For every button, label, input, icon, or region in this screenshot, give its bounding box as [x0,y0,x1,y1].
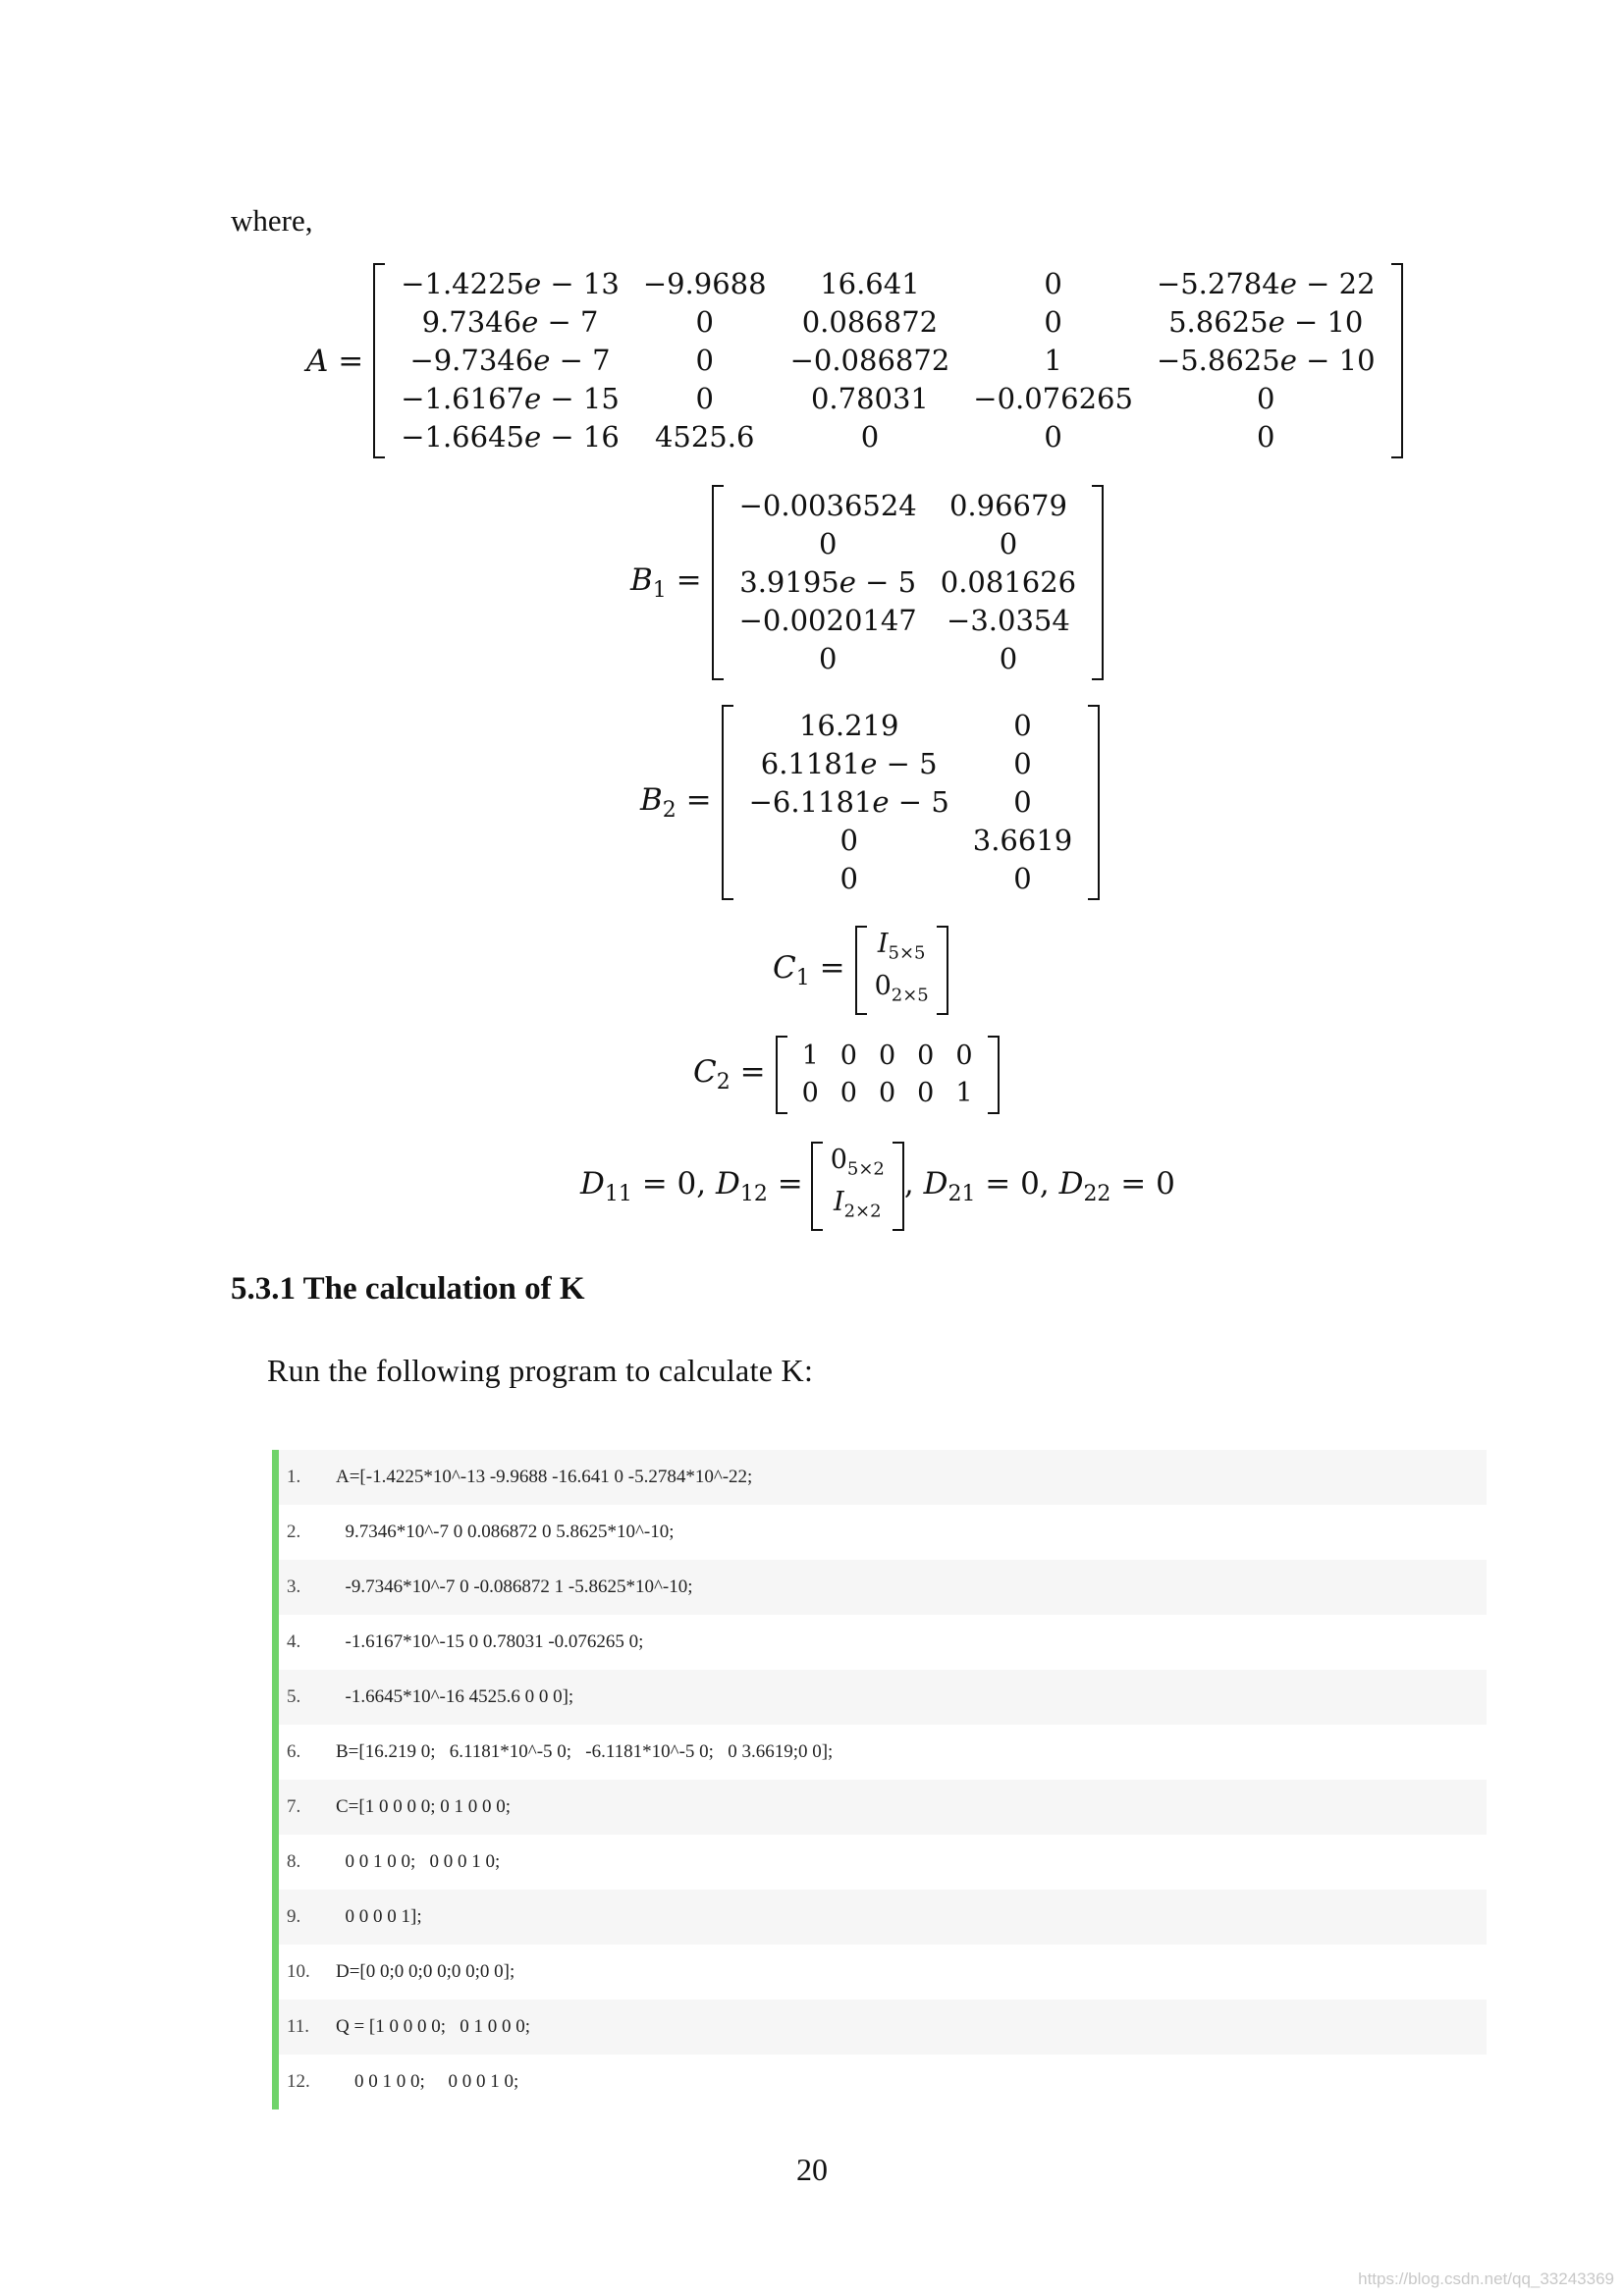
matrix-cell: −0.0036524 [738,489,917,522]
code-text: D=[0 0;0 0;0 0;0 0;0 0]; [336,1961,515,1982]
matrix-cell: 0 [1257,382,1275,415]
matrix-cell: 0 [999,642,1018,675]
code-text: -1.6645*10^-16 4525.6 0 0 0]; [336,1686,574,1707]
d21-d22-term: , $D_{21} = 0$, $D_{22} = 0$ [903,1165,1175,1206]
d12-identity: $I_{2\times 2}$ [833,1187,882,1222]
matrix-b1-row [728,602,1089,640]
matrix-b1-row [728,640,1089,678]
line-number: 5. [287,1686,301,1707]
matrix-cell: 0 [818,642,838,675]
line-number: 7. [287,1796,301,1817]
matrix-cell: 0 [999,527,1018,561]
matrix-cell: 0 [1044,420,1062,454]
watermark: https://blog.csdn.net/qq_33243369 [1358,2269,1614,2288]
line-number: 9. [287,1906,301,1927]
matrix-cell: 5.8625e − 10 [1168,305,1364,339]
label-b1: $B_1$ = [630,561,702,604]
code-text: 0 0 1 0 0; 0 0 0 1 0; [336,1851,501,1872]
matrix-cell: 3.6619 [972,824,1073,857]
matrix-cell: 0 [839,1078,857,1108]
matrix-c2-row [791,1038,984,1075]
equation-d [580,1142,1175,1231]
matrix-d12 [811,1142,904,1231]
code-line [279,1670,1487,1725]
matrix-b2-row [737,783,1085,822]
equation-c2 [693,1036,1000,1114]
line-number: 1. [287,1467,301,1487]
matrix-cell: 0 [801,1078,819,1108]
matrix-a-row [389,265,1386,303]
matrix-cell: 0 [839,1041,857,1071]
label-a: A = [306,343,364,379]
matrix-cell: 3.9195e − 5 [739,565,917,599]
label-b2: $B_2$ = [640,781,712,824]
code-line [279,2055,1487,2109]
code-line [279,1835,1487,1890]
code-line [279,1725,1487,1780]
matrix-cell: 0 [695,344,714,377]
matrix-cell: 1 [955,1078,973,1108]
matrix-cell: 0.96679 [948,489,1067,522]
matrix-cell: 0 [1257,420,1275,454]
matrix-cell: 0 [1013,862,1032,895]
matrix-cell: 0 [917,1078,935,1108]
matrix-cell: 0 [839,862,858,895]
matrix-b2-row [737,745,1085,783]
code-line [279,2000,1487,2055]
line-number: 12. [287,2071,310,2092]
matrix-b2 [722,705,1101,900]
code-text: A=[-1.4225*10^-13 -9.9688 -16.641 0 -5.2784*10^-22; [336,1467,753,1487]
code-text: B=[16.219 0; 6.1181*10^-5 0; -6.1181*10^-5 0; 0 3.6619;0 0]; [336,1741,834,1762]
matrix-cell: 0 [818,527,838,561]
line-number: 6. [287,1741,301,1762]
label-c2: $C_2$ = [693,1054,766,1095]
matrix-cell: −0.076265 [973,382,1133,415]
matrix-c2-row [791,1075,984,1112]
matrix-cell: 0 [839,824,858,857]
matrix-cell: 9.7346e − 7 [421,305,599,339]
label-c1: $C_1$ = [773,949,845,990]
d12-zero: $0_{5\times 2}$ [830,1145,885,1180]
equation-c1 [773,926,948,1015]
matrix-cell: 0 [878,1041,896,1071]
line-number: 8. [287,1851,301,1872]
matrix-a-row [389,303,1386,342]
matrix-cell: 0 [1044,267,1062,300]
matrix-cell: 0 [1044,305,1062,339]
matrix-cell: −6.1181e − 5 [748,785,949,819]
matrix-cell: −0.0020147 [738,604,917,637]
matrix-cell: 4525.6 [654,420,755,454]
line-number: 10. [287,1961,310,1982]
code-line [279,1505,1487,1560]
page-number: 20 [796,2152,828,2187]
code-line [279,1945,1487,2000]
matrix-c1 [855,926,948,1015]
code-line [279,1890,1487,1945]
matrix-cell: 0 [917,1041,935,1071]
matrix-cell: 0 [1013,785,1032,819]
matrix-cell: 0.78031 [810,382,929,415]
equation-b1 [630,485,1104,680]
matrix-cell: 0 [860,420,880,454]
code-line [279,1615,1487,1670]
code-line [279,1450,1487,1505]
line-number: 2. [287,1522,301,1542]
matrix-b2-row [737,707,1085,745]
matrix-cell: −5.2784e − 22 [1156,267,1376,300]
code-line [279,1780,1487,1835]
d11-term: $D_{11} = 0$, $D_{12}$ = [580,1165,803,1206]
matrix-b2-row [737,860,1085,898]
line-number: 3. [287,1576,301,1597]
code-line [279,1560,1487,1615]
matrix-b1 [712,485,1105,680]
code-text: C=[1 0 0 0 0; 0 1 0 0 0; [336,1796,512,1817]
equation-a [306,263,1403,458]
matrix-cell: 1 [1044,344,1062,377]
matrix-cell: 6.1181e − 5 [760,747,938,780]
matrix-cell: 0 [1013,747,1032,780]
matrix-cell: 0.086872 [801,305,939,339]
matrix-a-row [389,380,1386,418]
matrix-cell: −0.086872 [789,344,950,377]
matrix-b2-row [737,822,1085,860]
matrix-cell: 0 [878,1078,896,1108]
c1-zero: $0_{2\times 5}$ [874,971,929,1006]
matrix-c2 [776,1036,1000,1114]
section-heading: 5.3.1 The calculation of K [231,1271,585,1307]
matrix-a-row [389,342,1386,380]
matrix-a [373,263,1402,458]
matrix-cell: 16.219 [798,709,899,742]
matrix-cell: −1.6645e − 16 [401,420,620,454]
matrix-cell: −5.8625e − 10 [1156,344,1376,377]
matrix-cell: −3.0354 [947,604,1070,637]
code-block [272,1450,1487,2109]
c1-identity: $I_{5\times 5}$ [877,929,926,964]
matrix-cell: 0.081626 [940,565,1077,599]
line-number: 4. [287,1631,301,1652]
code-text: 0 0 1 0 0; 0 0 0 1 0; [336,2071,519,2092]
matrix-cell: −1.4225e − 13 [401,267,620,300]
matrix-cell: 16.641 [820,267,920,300]
intro-text: Run the following program to calculate K: [267,1353,814,1388]
matrix-cell: 0 [955,1041,973,1071]
matrix-b1-row [728,487,1089,525]
matrix-cell: −9.7346e − 7 [409,344,611,377]
equation-b2 [640,705,1100,900]
where-label: where, [231,203,313,238]
code-text: 0 0 0 0 1]; [336,1906,422,1927]
matrix-b1-row [728,563,1089,602]
matrix-cell: 0 [1013,709,1032,742]
matrix-cell: 0 [695,382,714,415]
matrix-a-row [389,418,1386,456]
code-text: -9.7346*10^-7 0 -0.086872 1 -5.8625*10^-10; [336,1576,693,1597]
code-text: -1.6167*10^-15 0 0.78031 -0.076265 0; [336,1631,644,1652]
matrix-cell: 0 [695,305,714,339]
code-text: Q = [1 0 0 0 0; 0 1 0 0 0; [336,2016,531,2037]
matrix-cell: −9.9688 [642,267,767,300]
matrix-cell: 1 [801,1041,819,1071]
matrix-b1-row [728,525,1089,563]
matrix-cell: −1.6167e − 15 [401,382,620,415]
line-number: 11. [287,2016,310,2037]
code-text: 9.7346*10^-7 0 0.086872 0 5.8625*10^-10; [336,1522,675,1542]
